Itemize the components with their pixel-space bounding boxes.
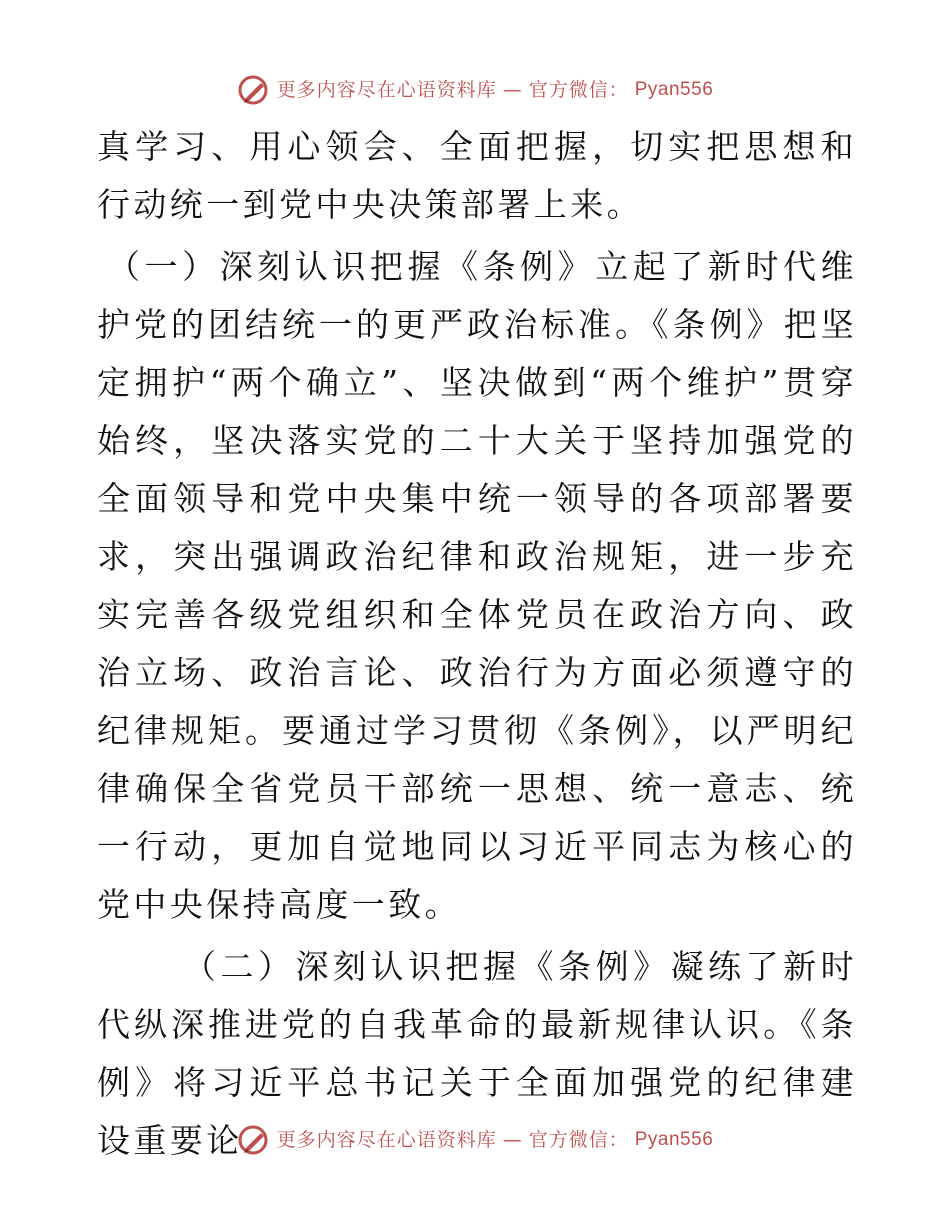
watermark-sub-text: 官方微信： [528, 79, 629, 101]
watermark-dash: — [502, 1129, 523, 1151]
paragraph-section-two: （二）深刻认识把握《条例》凝练了新时代纵深推进党的自我革命的最新规律认识。《条例》将习近平总书记关于全面加强党的纪律建设重要论 [97, 947, 857, 1160]
document-body [97, 118, 857, 1170]
watermark-main-text: 更多内容尽在心语资料库 [276, 1129, 497, 1151]
pen-logo-icon [237, 74, 271, 106]
paragraph-section-one: （一）深刻认识把握《条例》立起了新时代维护党的团结统一的更严政治标准。《条例》把坚定拥护“两个确立”、坚决做到“两个维护”贯穿始终，坚决落实党的二十大关于坚持加强党的全面领导和党中央集中统一领导的各项部署要求，突出强调政治纪律和政治规矩，进一步充实完善各级党组织和全体党员在政治方向、政治立场、政治言论、政治行为方面必须遵守的纪律规矩。要通过学习贯彻《条例》，以严明纪律确保全省党员干部统一思想、统一意志、统一行动，更加自觉地同以习近平同志为核心的党中央保持高度一致。 [97, 247, 857, 924]
watermark-dash: — [502, 79, 523, 101]
watermark-wechat-id: Pyan556 [634, 79, 714, 100]
footer-watermark [0, 1124, 950, 1156]
paragraph-continuation: 真学习、用心领会、全面把握，切实把思想和行动统一到党中央决策部署上来。 [97, 127, 857, 224]
header-watermark [0, 74, 950, 106]
pen-logo-icon [237, 1124, 271, 1156]
watermark-main-text: 更多内容尽在心语资料库 [276, 79, 497, 101]
watermark-sub-text: 官方微信： [528, 1129, 629, 1151]
watermark-wechat-id: Pyan556 [634, 1129, 714, 1150]
